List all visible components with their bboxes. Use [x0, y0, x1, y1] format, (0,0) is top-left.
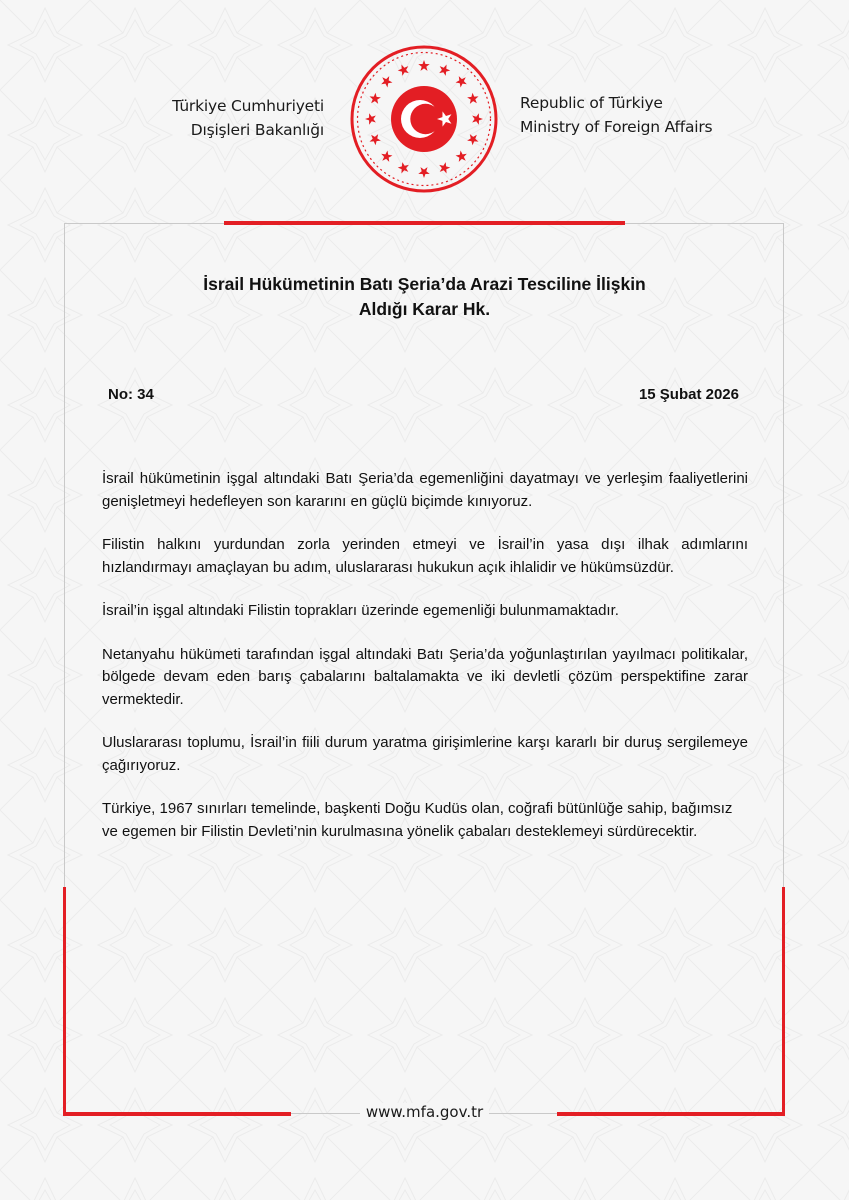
seal-star-icon — [418, 167, 429, 178]
website-footer — [0, 1103, 849, 1121]
seal-star-icon — [456, 151, 467, 162]
seal-star-icon — [467, 134, 478, 145]
paragraph: Netanyahu hükümeti tarafından işgal altındaki Batı Şeria’da yoğunlaştırılan yayılmacı politikalar, bölgede devam eden barış çabalarını baltalamakta ve iki devletli çözüm perspektifine zarar vermektedir. — [102, 645, 748, 708]
paragraph: İsrail hükümetinin işgal altındaki Batı Şeria’da egemenliğini dayatmayı ve yerleşim faaliyetlerini genişletmeyi hedefleyen son kararını en güçlü biçimde kınıyoruz. — [102, 470, 748, 510]
document-title-line2: Aldığı Karar Hk. — [358, 299, 491, 319]
frame-right-accent-line — [782, 887, 785, 1115]
document-title — [0, 272, 849, 322]
seal-star-icon — [439, 64, 450, 75]
seal-star-icon — [467, 93, 478, 104]
seal-star-icon — [381, 76, 392, 87]
seal-star-icon — [365, 113, 376, 124]
ministry-name-turkish — [172, 94, 324, 142]
paragraph: Filistin halkını yurdundan zorla yerinden etmeyi ve İsrail’in yasa dışı ilhak adımlarını hızlandırmayı amaçlayan bu adım, uluslararası hukukun açık ihlalidir ve hükümsüzdür. — [102, 536, 748, 576]
seal-star-icon — [439, 162, 450, 173]
seal-star-icon — [418, 60, 429, 71]
ministry-name-english — [520, 91, 712, 139]
seal-star-icon — [369, 134, 380, 145]
statement-body — [102, 468, 748, 864]
ministry-name-tr-line2: Dışişleri Bakanlığı — [190, 121, 324, 139]
statement-date: 15 Şubat 2026 — [638, 386, 739, 403]
seal-star-icon — [398, 162, 409, 173]
ministry-name-en-line2: Ministry of Foreign Affairs — [520, 118, 713, 136]
paragraph: Uluslararası toplumu, İsrail’in fiili durum yaratma girişimlerine karşı kararlı bir duruş sergilemeye çağırıyoruz. — [102, 734, 748, 774]
paragraph: İsrail’in işgal altındaki Filistin toprakları üzerinde egemenliği bulunmamaktadır. — [102, 602, 619, 619]
seal-star-icon — [456, 76, 467, 87]
ministry-name-tr-line1: Türkiye Cumhuriyeti — [172, 97, 324, 115]
ministry-seal-icon — [349, 44, 499, 194]
seal-star-icon — [381, 151, 392, 162]
frame-top-accent-line — [224, 221, 625, 225]
seal-star-icon — [398, 64, 409, 75]
ministry-name-en-line1: Republic of Türkiye — [520, 94, 663, 112]
seal-star-icon — [369, 93, 380, 104]
statement-number: No: 34 — [108, 386, 154, 403]
seal-star-icon — [472, 113, 483, 124]
website-link[interactable]: www.mfa.gov.tr — [360, 1103, 489, 1121]
frame-left-accent-line — [63, 887, 66, 1115]
document-title-line1: İsrail Hükümetinin Batı Şeria’da Arazi Tesciline İlişkin — [203, 274, 646, 294]
paragraph: Türkiye, 1967 sınırları temelinde, başkenti Doğu Kudüs olan, coğrafi bütünlüğe sahip, bağımsız ve egemen bir Filistin Devleti’nin kurulmasına yönelik çabaları desteklemeyi sürdürecektir. — [102, 800, 733, 840]
